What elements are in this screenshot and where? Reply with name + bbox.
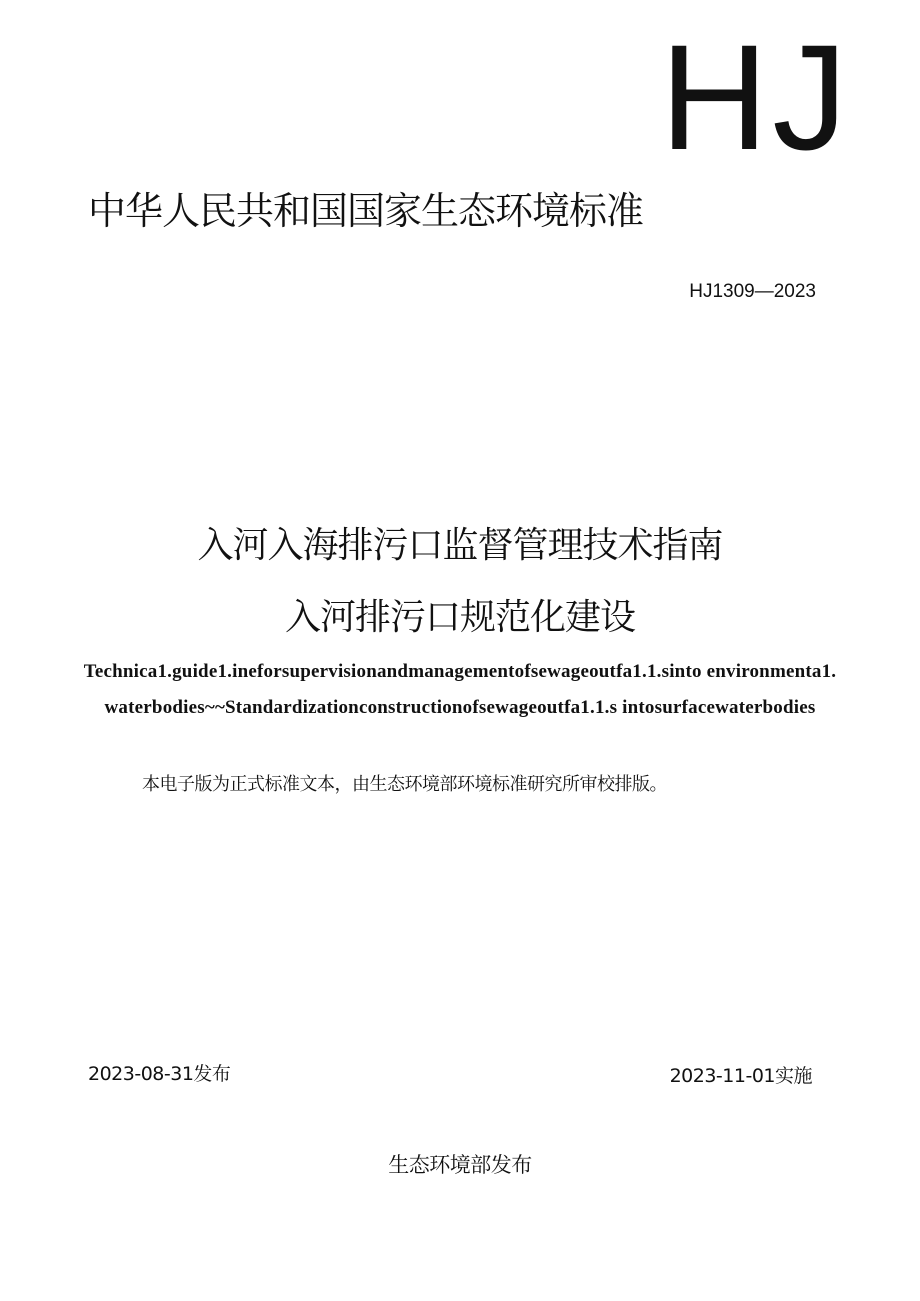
publish-date: 2023-08-31发布 [88,1063,231,1085]
standard-logo: HJ [660,13,852,181]
implement-date: 2023-11-01实施 [669,1065,812,1087]
document-title-line-2: 入河排污口规范化建设 [284,597,635,638]
issuing-authority: 生态环境部发布 [388,1153,532,1177]
standard-number: HJ1309—2023 [689,281,816,302]
standard-category: 中华人民共和国国家生态环境标准 [88,189,644,233]
document-title-line-1: 入河入海排污口监督管理技术指南 [197,525,723,566]
edition-note: 本电子版为正式标准文本，由生态环境部环境标准研究所审校排版。 [142,774,667,795]
english-title: Technica1.guide1.ineforsupervisionandmanagementofsewageoutfa1.1.sinto environmenta1.waterbodies~~Standardizationconstructionofsewageoutfa1.1.s intosurfacewaterbodies [83,661,837,718]
